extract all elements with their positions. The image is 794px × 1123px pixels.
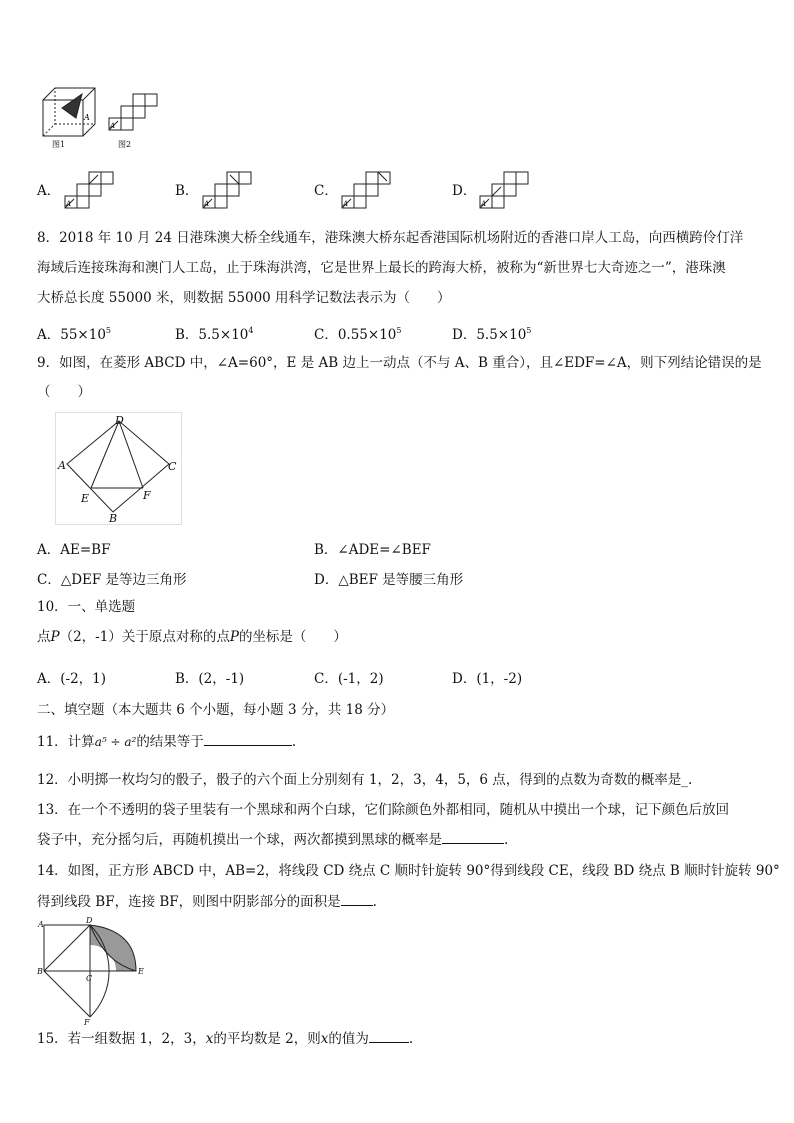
q7-figure-2-net xyxy=(106,92,162,134)
q8-option-d[interactable]: D．$5.5\times 10^5$ xyxy=(452,326,532,343)
q14-answer-blank[interactable] xyxy=(341,893,373,906)
fig2-label: 图2 xyxy=(118,140,132,149)
svg-text:A: A xyxy=(38,920,44,929)
q11-stem: 11．计算a⁵ ÷ a²的结果等于 . xyxy=(37,734,297,750)
svg-text:A: A xyxy=(110,122,116,130)
svg-text:A: A xyxy=(66,200,72,208)
q10-option-d[interactable]: D．(1，-2) xyxy=(452,671,523,687)
q14-square-rotation-figure xyxy=(36,917,152,1025)
q7-option-a-net xyxy=(63,170,115,210)
q9-option-c[interactable]: C．△DEF 是等边三角形 xyxy=(37,572,187,588)
q9-option-a[interactable]: A．AE=BF xyxy=(37,542,111,558)
svg-text:E: E xyxy=(138,967,144,976)
q14-stem-line2: 得到线段 BF，连接 BF，则图中阴影部分的面积是 . xyxy=(37,894,377,910)
svg-text:A: A xyxy=(58,459,66,472)
svg-text:A: A xyxy=(204,200,210,208)
section-2-heading: 二、填空题（本大题共 6 个小题，每小题 3 分，共 18 分） xyxy=(37,702,395,718)
q13-stem-line2: 袋子中，充分摇匀后，再随机摸出一个球，两次都摸到黑球的概率是 . xyxy=(37,832,509,848)
svg-text:F: F xyxy=(84,1018,90,1025)
svg-text:A: A xyxy=(481,200,487,208)
q14-stem-line1: 14．如图，正方形 ABCD 中，AB=2，将线段 CD 绕点 C 顺时针旋转 90°得到线段 CE，线段 BD 绕点 B 顺时针旋转 90° xyxy=(37,863,780,879)
q7-option-b-net xyxy=(201,170,253,210)
q8-stem-line1: 8．2018 年 10 月 24 日港珠澳大桥全线通车，港珠澳大桥东起香港国际机场附近的香港口岸人工岛，向西横跨伶仃洋 xyxy=(37,230,744,246)
q8-option-a[interactable]: A．$55\times 10^5$ xyxy=(37,326,112,343)
svg-text:E: E xyxy=(81,492,90,505)
svg-text:B: B xyxy=(37,967,43,976)
q7-figure-1-cube xyxy=(40,86,98,140)
svg-text:D: D xyxy=(86,917,93,925)
svg-text:A: A xyxy=(343,200,349,208)
q8-stem-line2: 海域后连接珠海和澳门人工岛，止于珠海洪湾，它是世界上最长的跨海大桥，被称为“新世界七大奇迹之一”，港珠澳 xyxy=(37,260,726,276)
q13-stem-line1: 13．在一个不透明的袋子里装有一个黑球和两个白球，它们除颜色外都相同，随机从中摸出一个球，记下颜色后放回 xyxy=(37,802,730,818)
q7-option-a[interactable]: A． xyxy=(37,183,61,199)
q7-option-d-net xyxy=(478,170,530,210)
q7-option-b[interactable]: B． xyxy=(175,183,199,199)
svg-text:F: F xyxy=(143,489,151,502)
q10-heading: 10．一、单选题 xyxy=(37,599,136,615)
q9-option-b[interactable]: B．∠ADE=∠BEF xyxy=(314,542,431,558)
q15-answer-blank[interactable] xyxy=(369,1030,409,1043)
q8-stem-line3: 大桥总长度 55000 米，则数据 55000 用科学记数法表示为（ ） xyxy=(37,290,451,306)
fig1-label: 图1 xyxy=(52,140,66,149)
q11-answer-blank[interactable] xyxy=(204,733,292,746)
q15-stem: 15．若一组数据 1，2，3，x的平均数是 2，则x的值为 . xyxy=(37,1031,414,1047)
q8-option-c[interactable]: C．$0.55\times 10^5$ xyxy=(314,326,402,343)
q9-rhombus-figure xyxy=(55,412,183,526)
q9-stem-line1: 9．如图，在菱形 ABCD 中，∠A=60°，E 是 AB 边上一动点（不与 A、B 重合），且∠EDF=∠A，则下列结论错误的是 xyxy=(37,355,762,371)
q8-option-b[interactable]: B．$5.5\times 10^4$ xyxy=(175,326,254,343)
fig1-corner-label: A xyxy=(84,113,90,122)
q9-option-d[interactable]: D．△BEF 是等腰三角形 xyxy=(314,572,464,588)
q9-stem-line2: （ ） xyxy=(37,384,91,400)
q13-answer-blank[interactable] xyxy=(442,831,504,844)
q7-option-d[interactable]: D． xyxy=(452,183,477,199)
q7-option-c[interactable]: C． xyxy=(314,183,338,199)
svg-text:D: D xyxy=(115,414,124,427)
q12-answer-blank[interactable]: _. xyxy=(681,772,693,788)
q7-option-c-net xyxy=(340,170,392,210)
svg-text:C: C xyxy=(86,974,93,983)
svg-text:B: B xyxy=(109,512,118,525)
q10-stem: 点P（2，-1）关于原点对称的点P的坐标是（ ） xyxy=(37,629,347,645)
q10-option-b[interactable]: B．(2，-1) xyxy=(175,671,245,687)
q10-option-c[interactable]: C．(-1，2) xyxy=(314,671,384,687)
q10-option-a[interactable]: A．(-2，1) xyxy=(37,671,107,687)
svg-text:C: C xyxy=(168,460,177,473)
q12-stem: 12．小明掷一枚均匀的骰子，骰子的六个面上分别刻有 1，2，3，4，5，6 点，得到的点数为奇数的概率是_. xyxy=(37,772,693,788)
